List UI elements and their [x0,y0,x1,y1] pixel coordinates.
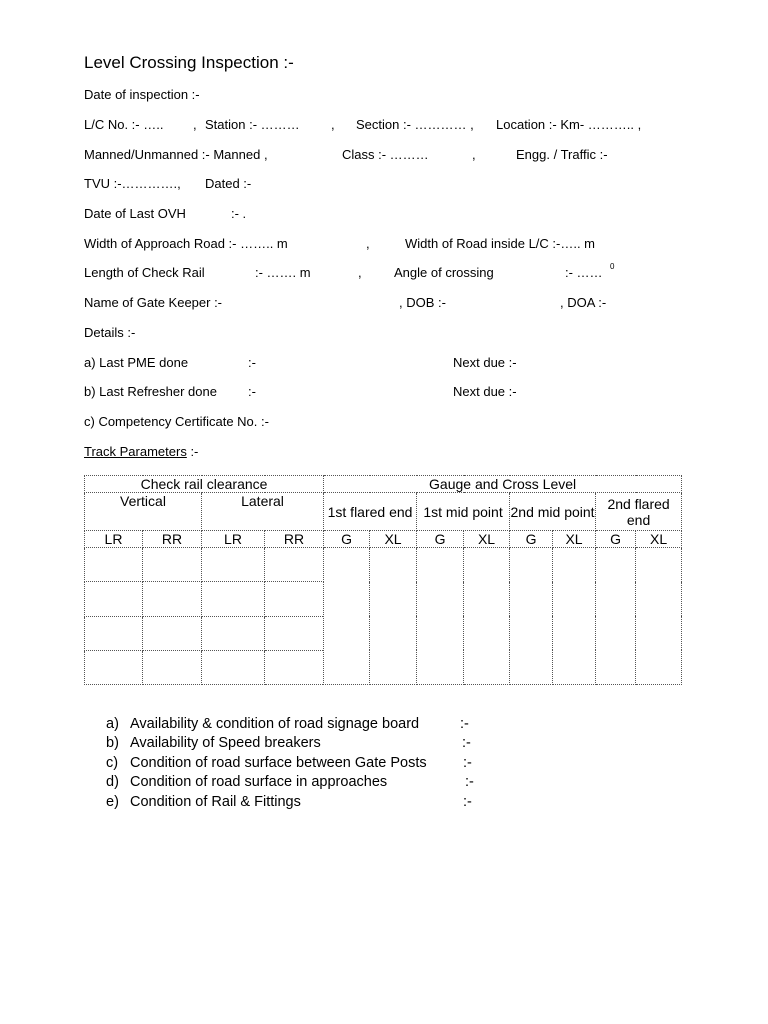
track-parameters-colon: :- [186,444,199,459]
table-cell [265,650,324,684]
vertical-header: Vertical [85,493,202,531]
table-cell [417,548,464,685]
refresher-colon: :- [248,384,256,399]
table-cell [370,548,417,685]
list-item-marker: c) [106,754,119,771]
table-cell [85,548,143,582]
pme-next-due-label: Next due :- [453,355,517,370]
column-header-g: G [324,531,370,548]
separator: , [366,236,370,251]
gauge-cross-level-header: Gauge and Cross Level [324,476,682,493]
column-header-rr: RR [143,531,202,548]
track-parameters-heading [84,444,198,460]
table-cell [202,616,265,650]
degree-sign: 0 [610,262,615,271]
table-cell [202,582,265,616]
engg-traffic-label: Engg. / Traffic :- [516,147,608,162]
column-header-g: G [510,531,553,548]
column-header-g: G [596,531,636,548]
list-item-marker: e) [106,793,119,810]
table-cell [510,548,553,685]
last-ovh-label: Date of Last OVH [84,206,186,221]
column-header-xl: XL [636,531,682,548]
last-ovh-colon: :- . [231,206,247,221]
table-cell [636,548,682,685]
refresher-next-due-label: Next due :- [453,384,517,399]
list-item-colon: :- [460,716,469,732]
page-title: Level Crossing Inspection :- [84,53,294,72]
dob-label: , DOB :- [399,295,446,310]
first-mid-point-header: 1st mid point [417,493,510,531]
table-cell [143,616,202,650]
table-cell [202,650,265,684]
tvu-label: TVU :-…………., [84,176,181,191]
lateral-header: Lateral [202,493,324,531]
list-item-colon: :- [463,793,472,810]
column-header-xl: XL [370,531,417,548]
table-cell [596,548,636,685]
separator: , [472,147,476,162]
table-cell [143,582,202,616]
date-of-inspection-label: Date of inspection :- [84,87,200,102]
column-header-rr: RR [265,531,324,548]
road-inside-label: Width of Road inside L/C :-….. m [405,236,596,251]
angle-label: Angle of crossing [394,265,494,280]
second-flared-end-header: 2nd flared end [596,493,682,531]
table-cell [265,616,324,650]
track-parameters-title: Track Parameters [84,444,187,459]
pme-colon: :- [248,355,256,370]
list-item-colon: :- [465,774,474,791]
list-item-marker: a) [106,716,119,732]
gate-keeper-label: Name of Gate Keeper :- [84,295,223,310]
pme-label: a) Last PME done [84,355,189,370]
class-label: Class :- ……… [342,147,429,162]
first-flared-end-header: 1st flared end [324,493,417,531]
table-cell [85,582,143,616]
separator: , [193,117,197,132]
station-label: Station :- ……… [205,117,300,132]
details-label: Details :- [84,325,136,340]
separator: , [358,265,362,280]
dated-label: Dated :- [205,176,252,191]
table-cell [85,650,143,684]
column-header-xl: XL [553,531,596,548]
column-header-lr: LR [85,531,143,548]
table-cell [143,650,202,684]
list-item-text: Condition of road surface in approaches [130,774,388,791]
column-header-lr: LR [202,531,265,548]
column-header-xl: XL [464,531,510,548]
table-cell [324,548,370,685]
column-header-g: G [417,531,464,548]
check-rail-clearance-header: Check rail clearance [85,476,324,493]
location-label: Location :- Km- ……….. , [496,117,642,132]
table-cell [85,616,143,650]
lc-no-label: L/C No. :- ….. [84,117,164,132]
list-item-text: Availability of Speed breakers [130,735,321,752]
list-item-colon: :- [463,754,472,771]
list-item-text: Condition of road surface between Gate Posts [130,754,427,771]
doa-label: , DOA :- [560,295,607,310]
table-cell [464,548,510,685]
section-label: Section :- ………… , [356,117,474,132]
table-cell [202,548,265,582]
list-item-text: Condition of Rail & Fittings [130,793,301,810]
separator: , [331,117,335,132]
table-cell [265,582,324,616]
table-cell [265,548,324,582]
list-item-marker: b) [106,735,119,752]
list-item-marker: d) [106,774,119,791]
manned-label: Manned/Unmanned :- Manned , [84,147,268,162]
table-cell [553,548,596,685]
approach-road-label: Width of Approach Road :- …….. m [84,236,288,251]
check-rail-length-value: :- ……. m [255,265,311,280]
second-mid-point-header: 2nd mid point [510,493,596,531]
angle-value: :- …… [565,265,603,280]
competency-label: c) Competency Certificate No. :- [84,414,269,429]
list-item-text: Availability & condition of road signage board [130,716,420,732]
table-cell [143,548,202,582]
check-rail-length-label: Length of Check Rail [84,265,205,280]
track-parameters-table [84,475,682,685]
refresher-label: b) Last Refresher done [84,384,217,399]
list-item-colon: :- [462,735,471,752]
